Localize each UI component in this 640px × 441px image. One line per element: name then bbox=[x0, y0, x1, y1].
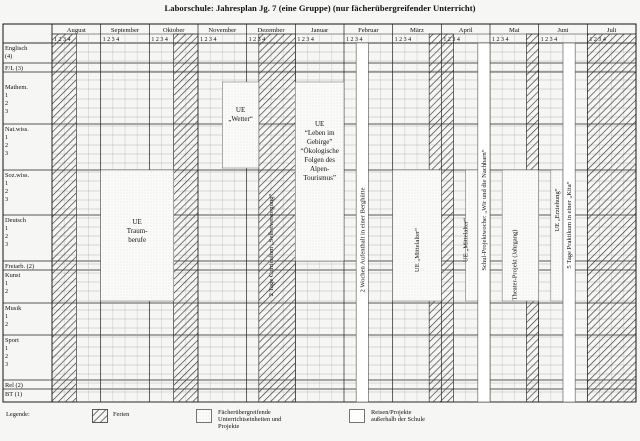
legend-faecher-swatch bbox=[196, 409, 212, 423]
legend-ferien: Ferien bbox=[113, 411, 130, 418]
month-label: Juli bbox=[606, 27, 617, 34]
month-label: März bbox=[410, 27, 424, 34]
subject-hours: 3 bbox=[5, 108, 9, 115]
week-numbers: 1 2 3 4 bbox=[200, 37, 217, 43]
subject-label: F/L (3) bbox=[5, 65, 24, 72]
week-numbers: 1 2 3 4 bbox=[443, 37, 460, 43]
unit-selbstversorgung-label: 2 Tage Curriculum „Selbstversorgung“ bbox=[268, 193, 275, 297]
week-numbers: 1 2 3 4 bbox=[540, 37, 558, 43]
unit-mittelalter-2-label: UE „Mittelalter“ bbox=[462, 217, 470, 263]
week-numbers: 1 2 3 4 bbox=[102, 37, 120, 43]
subject-hours: 3 bbox=[5, 196, 9, 203]
subject-hours: 1 bbox=[5, 180, 9, 187]
holiday-block bbox=[52, 34, 76, 402]
subject-hours: 3 bbox=[5, 150, 9, 157]
week-numbers: 1 2 3 4 bbox=[394, 37, 412, 43]
subject-hours: 2 bbox=[5, 100, 9, 107]
week-numbers: 1 2 3 4 bbox=[54, 37, 71, 43]
subject-hours: 1 bbox=[5, 280, 9, 287]
subject-label: Deutsch bbox=[5, 217, 26, 224]
month-label: Oktober bbox=[162, 27, 185, 34]
subject-label: Soz.wiss. bbox=[5, 172, 30, 179]
unit-kita-label: 5 Tage Praktikum in einer „Kita“ bbox=[566, 181, 574, 269]
subject-label: Rel (2) bbox=[5, 382, 23, 389]
holiday-block bbox=[587, 34, 636, 402]
week-numbers: 1 2 3 4 bbox=[248, 37, 266, 43]
month-label: Februar bbox=[358, 27, 379, 34]
legend-reisen: Reisen/Projekte außerhalb der Schule bbox=[371, 409, 425, 424]
subject-label: Musik bbox=[5, 305, 22, 312]
unit-traumberufe-label: UE Traum-berufe bbox=[126, 218, 148, 244]
subject-hours: 2 bbox=[5, 353, 9, 360]
subject-label: BT (1) bbox=[5, 391, 23, 398]
subject-hours: 3 bbox=[5, 241, 9, 248]
unit-wetter bbox=[222, 82, 258, 168]
subject-hours: 2 bbox=[5, 188, 9, 195]
unit-nachbarn-label: Schul-Projektwoche: „Wir und die Nachbarn“ bbox=[480, 149, 488, 271]
legend-ferien-swatch bbox=[92, 409, 108, 423]
subject-label: Freiarb. (2) bbox=[5, 263, 35, 270]
subject-hours: 1 bbox=[5, 313, 9, 320]
subject-hours: 2 bbox=[5, 288, 9, 295]
page-title: Laborschule: Jahresplan Jg. 7 (eine Gruppe) (nur fächerübergreifender Unterricht) bbox=[164, 3, 476, 13]
unit-berghuette-label: 2 Wochen Aufenthalt in einer Berghütte bbox=[359, 187, 367, 293]
month-label: Mai bbox=[509, 27, 520, 34]
subject-hours: 2 bbox=[5, 321, 9, 328]
week-numbers: 1 2 3 4 bbox=[492, 37, 509, 43]
subject-hours: 1 bbox=[5, 345, 9, 352]
week-numbers: 1 2 3 4 bbox=[589, 37, 606, 43]
month-label: April bbox=[458, 27, 473, 34]
holiday-block bbox=[174, 34, 198, 402]
subject-hours: 3 bbox=[5, 361, 9, 368]
holiday-block bbox=[259, 34, 296, 402]
unit-gebirge-label: UE “Leben im Gebirge” “Ökologische Folgen des Alpen-Tourismus” bbox=[300, 120, 339, 182]
month-label: August bbox=[66, 27, 86, 34]
unit-mittelalter-label: UE „Mittelalter“ bbox=[414, 227, 421, 273]
subject-hours: (4) bbox=[5, 53, 13, 60]
week-numbers: 1 2 3 4 bbox=[346, 37, 363, 43]
legend-reisen-swatch bbox=[349, 409, 365, 423]
unit-wetter-label: UE „Wetter“ bbox=[228, 106, 253, 123]
subject-hours: 1 bbox=[5, 225, 9, 232]
subject-label: Nat.wiss. bbox=[5, 126, 29, 133]
subject-label: Kunst bbox=[5, 272, 21, 279]
month-label: Dezember bbox=[257, 27, 285, 34]
subject-label: Mathem. bbox=[5, 84, 28, 91]
subject-hours: 1 bbox=[5, 134, 9, 141]
legend-label: Legende: bbox=[6, 411, 30, 418]
month-label: Juni bbox=[557, 27, 569, 34]
month-label: November bbox=[208, 27, 237, 34]
unit-theater bbox=[502, 170, 538, 301]
subject-label: Englisch bbox=[5, 45, 28, 52]
subject-hours: 2 bbox=[5, 233, 9, 240]
week-numbers: 1 2 3 4 bbox=[151, 37, 168, 43]
unit-theater-label: Theater-Projekt (Jahrgang) bbox=[511, 229, 519, 301]
legend-faecher: Fächerübergreifende Unterrichtseinheiten und Projekte bbox=[218, 409, 282, 431]
month-label: Januar bbox=[311, 27, 329, 34]
subject-label: Sport bbox=[5, 337, 19, 344]
week-numbers: 1 2 3 4 bbox=[297, 37, 314, 43]
subject-hours: 1 bbox=[5, 92, 9, 99]
month-label: September bbox=[110, 27, 140, 34]
unit-erziehung-label: UE „Erziehung“ bbox=[553, 188, 561, 232]
subject-hours: 2 bbox=[5, 142, 9, 149]
